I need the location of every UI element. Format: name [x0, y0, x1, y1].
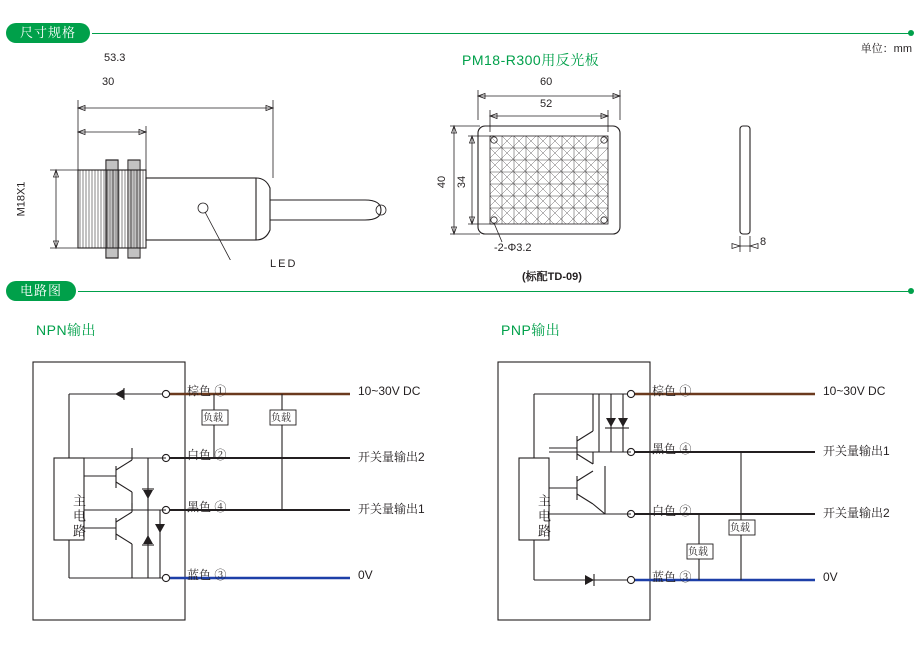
pnp-circuit [485, 320, 905, 640]
pnp-wire-label-0: 棕色 ① [652, 384, 692, 398]
pnp-load-label-1: 负载 [688, 547, 708, 558]
npn-block-label: 主电路 [71, 494, 86, 539]
section-title-circuit: 电路图 [6, 281, 76, 301]
dim-thread-length: 30 [102, 76, 115, 88]
npn-right-label-0: 10~30V DC [358, 384, 421, 398]
npn-wire-label-1: 白色 ② [187, 448, 227, 462]
pnp-right-label-2: 开关量输出2 [823, 506, 890, 520]
dim-thread-spec: M18X1 [15, 181, 28, 217]
dim-reflector-thickness: 8 [760, 236, 767, 248]
pnp-load-label-0: 负载 [730, 523, 750, 534]
section-title-dimensions: 尺寸规格 [6, 23, 90, 43]
pnp-wire-label-3: 蓝色 ③ [652, 570, 692, 584]
npn-circuit [20, 320, 440, 640]
dim-reflector-width: 60 [540, 76, 553, 88]
pnp-wire-label-2: 白色 ② [652, 504, 692, 518]
pnp-wire-label-1: 黑色 ④ [652, 442, 692, 456]
dim-hole-note: -2-Φ3.2 [494, 242, 532, 254]
header-rule-2 [78, 291, 909, 292]
npn-load-label-1: 负载 [271, 413, 291, 424]
led-label: LED [270, 258, 298, 270]
sensor-drawing [15, 52, 420, 270]
pnp-title: PNP输出 [501, 322, 561, 338]
unit-label: 单位：mm [860, 43, 912, 55]
npn-title: NPN输出 [36, 322, 97, 338]
section-header-dimensions [6, 22, 914, 44]
reflector-footnote: (标配TD-09) [522, 271, 582, 283]
npn-load-label-0: 负载 [203, 413, 223, 424]
dim-reflector-inner-height: 34 [456, 175, 469, 189]
npn-wire-label-2: 黑色 ④ [187, 500, 227, 514]
pnp-block-label: 主电路 [536, 494, 551, 539]
npn-right-label-2: 开关量输出1 [358, 502, 425, 516]
dim-reflector-height: 40 [436, 175, 449, 189]
pnp-right-label-0: 10~30V DC [823, 384, 886, 398]
npn-right-label-1: 开关量输出2 [358, 450, 425, 464]
reflector-drawing [436, 50, 900, 283]
pnp-right-label-1: 开关量输出1 [823, 444, 890, 458]
npn-right-label-3: 0V [358, 568, 373, 582]
pnp-right-label-3: 0V [823, 570, 838, 584]
npn-wire-label-3: 蓝色 ③ [187, 568, 227, 582]
reflector-title: PM18-R300用反光板 [462, 52, 600, 68]
dim-overall-length: 53.3 [104, 52, 126, 64]
dim-reflector-inner-width: 52 [540, 98, 553, 110]
header-rule [92, 33, 909, 34]
section-header-circuit [6, 280, 914, 302]
npn-wire-label-0: 棕色 ① [187, 384, 227, 398]
